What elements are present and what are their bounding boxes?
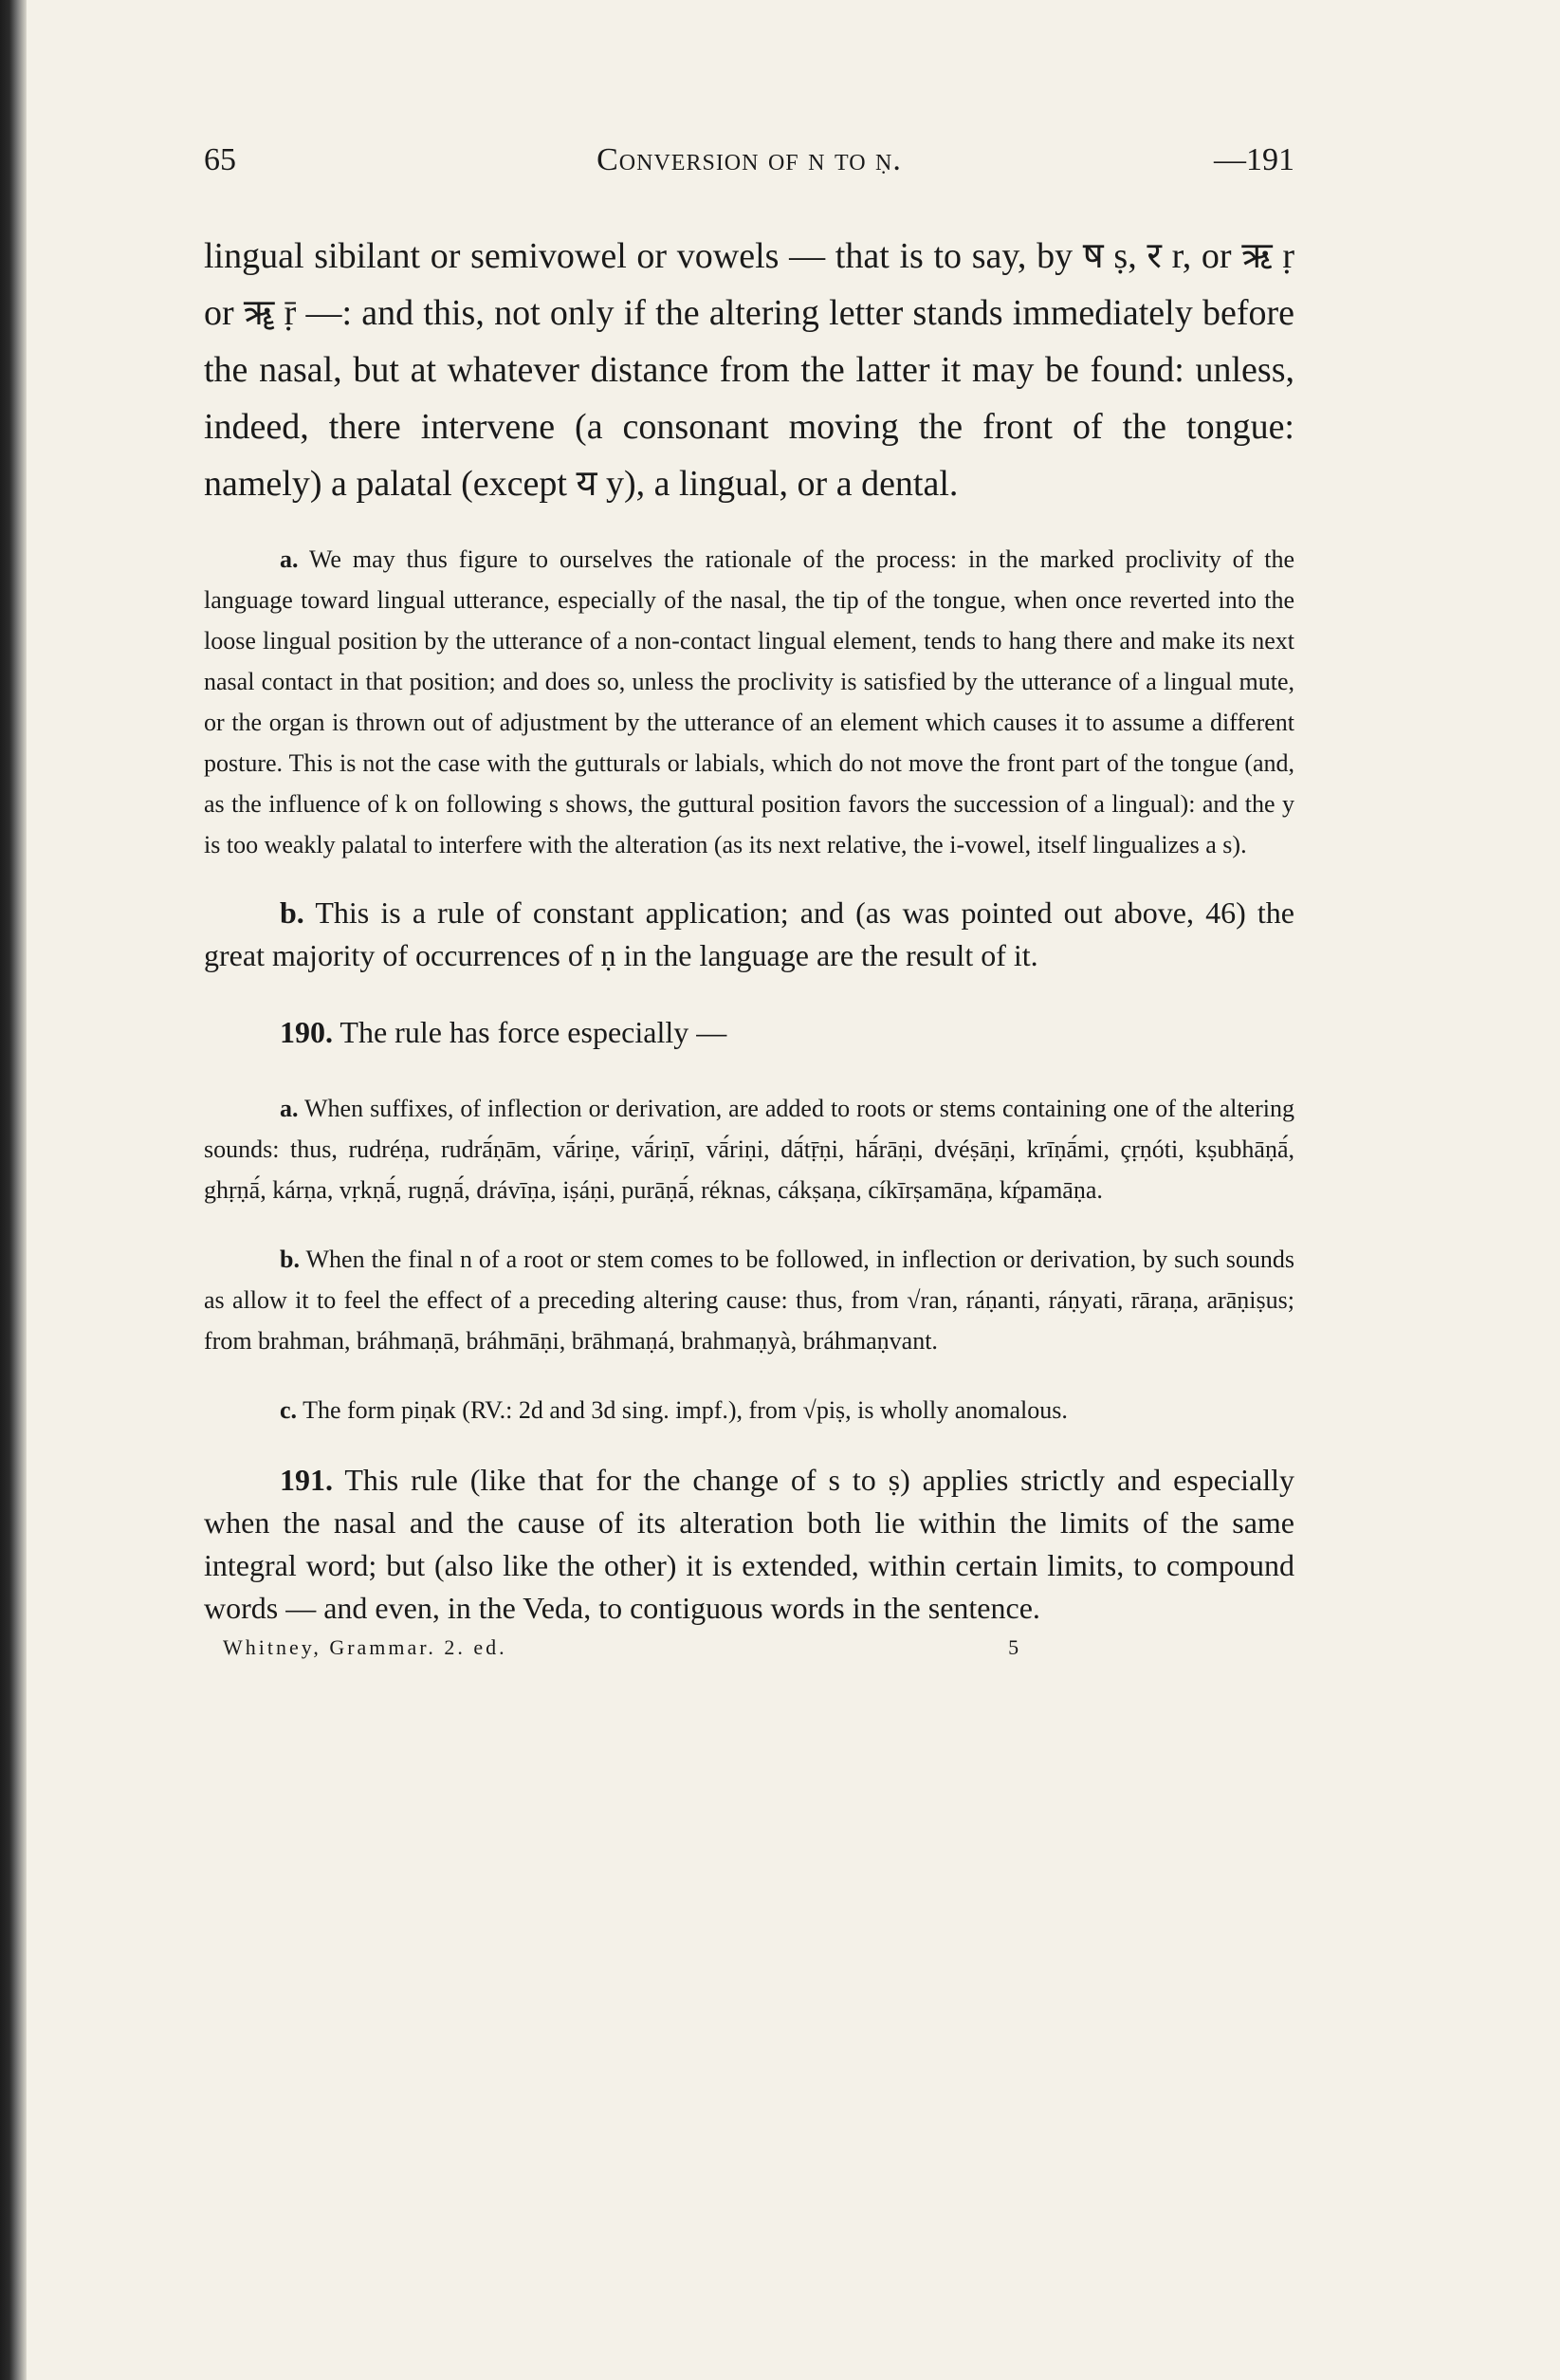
signature-text: Whitney, Grammar. 2. ed. — [223, 1635, 507, 1659]
page-number: 65 — [204, 142, 236, 177]
section-reference: —191 — [1214, 142, 1294, 177]
paragraph-190c-label: c. — [280, 1396, 298, 1424]
paragraph-190b-text: When the final n of a root or stem comes to be followed, in inflection or derivation, by such sounds as allow it to feel the effect of a preceding altering cause: thus, from √ran, ráṇanti, ráṇyati, rāraṇa, arāṇiṣus; from brahman, bráhmaṇā, bráhmāṇi, brāhmaṇá, brahmaṇyà, bráhmaṇvant. — [204, 1245, 1295, 1355]
intro-paragraph: lingual sibilant or semivowel or vowels — that is to say, by ष ṣ, र r, or ऋ ṛ or ॠ ṝ —: and this, not only if the altering letter stands immediately before the nasal, but at whatever distance from the latter it may be found: unless, indeed, there intervene (a consonant moving the front of the tongue: namely) a palatal (except य y), a lingual, or a dental. — [204, 236, 1294, 504]
sheet-signature — [223, 1635, 1294, 1660]
paragraph-190-label: 190. — [280, 1015, 333, 1049]
sheet-mark: 5 — [1008, 1635, 1022, 1659]
book-binding-edge — [0, 0, 27, 2380]
running-title: Conversion of n to ṇ. — [596, 142, 902, 177]
paragraph-190a-label: a. — [280, 1095, 299, 1122]
paragraph-190 — [204, 1011, 1294, 1054]
paragraph-190-text: The rule has force especially — — [340, 1015, 727, 1049]
paragraph-189b-text: This is a rule of constant application; and (as was pointed out above, 46) the great majority of occurrences of ṇ in the language are the result of it. — [204, 895, 1295, 972]
paragraph-189a-text: We may thus figure to ourselves the rationale of the process: in the marked proclivity of the language toward lingual utterance, especially of the nasal, the tip of the tongue, when once reverted into the loose lingual position by the utterance of a non-contact lingual element, tends to hang there and make its next nasal contact in that position; and does so, unless the proclivity is satisfied by the utterance of a lingual mute, or the organ is thrown out of adjustment by the utterance of an element which causes it to assume a different posture. This is not the case with the gutturals or labials, which do not move the front part of the tongue (and, as the influence of k on following s shows, the guttural position favors the succession of a lingual): and the y is too weakly palatal to interfere with the alteration (as its next relative, the i-vowel, itself lingualizes a s). — [204, 545, 1295, 858]
paragraph-191-label: 191. — [280, 1463, 333, 1497]
paragraph-189b-label: b. — [280, 895, 304, 930]
paragraph-189b — [204, 892, 1294, 977]
running-header — [204, 142, 1294, 190]
paragraph-190b-label: b. — [280, 1245, 300, 1273]
paragraph-190c — [204, 1390, 1294, 1430]
paragraph-191-text: This rule (like that for the change of s to ṣ) applies strictly and especially when the nasal and the cause of its alteration both lie within the limits of the same integral word; but (also like the other) it is extended, within certain limits, to compound words — and even, in the Veda, to contiguous words in the sentence. — [204, 1463, 1295, 1625]
paragraph-190a — [204, 1088, 1294, 1210]
paragraph-190b — [204, 1239, 1294, 1361]
paragraph-191 — [204, 1459, 1294, 1630]
paragraph-189a — [204, 539, 1294, 865]
paragraph-190c-text: The form piṇak (RV.: 2d and 3d sing. impf.), from √piṣ, is wholly anomalous. — [303, 1396, 1068, 1424]
paragraph-190a-text: When suffixes, of inflection or derivation, are added to roots or stems containing one of the altering sounds: thus, rudréṇa, rudrā́ṇām, vā́riṇe, vā́riṇī, vā́riṇi, dā́tṝṇi, hā́rāṇi, dvéṣāṇi, krīṇā́mi, çṛṇóti, kṣubhāṇā́, ghṛṇā́, kárṇa, vṛkṇā́, rugṇā́, drávīṇa, iṣáṇi, purāṇā́, réknas, cákṣaṇa, cíkīrṣamāṇa, kŕ̥pamāṇa. — [204, 1095, 1294, 1204]
page-content — [204, 142, 1294, 1660]
paragraph-189a-label: a. — [280, 545, 299, 573]
